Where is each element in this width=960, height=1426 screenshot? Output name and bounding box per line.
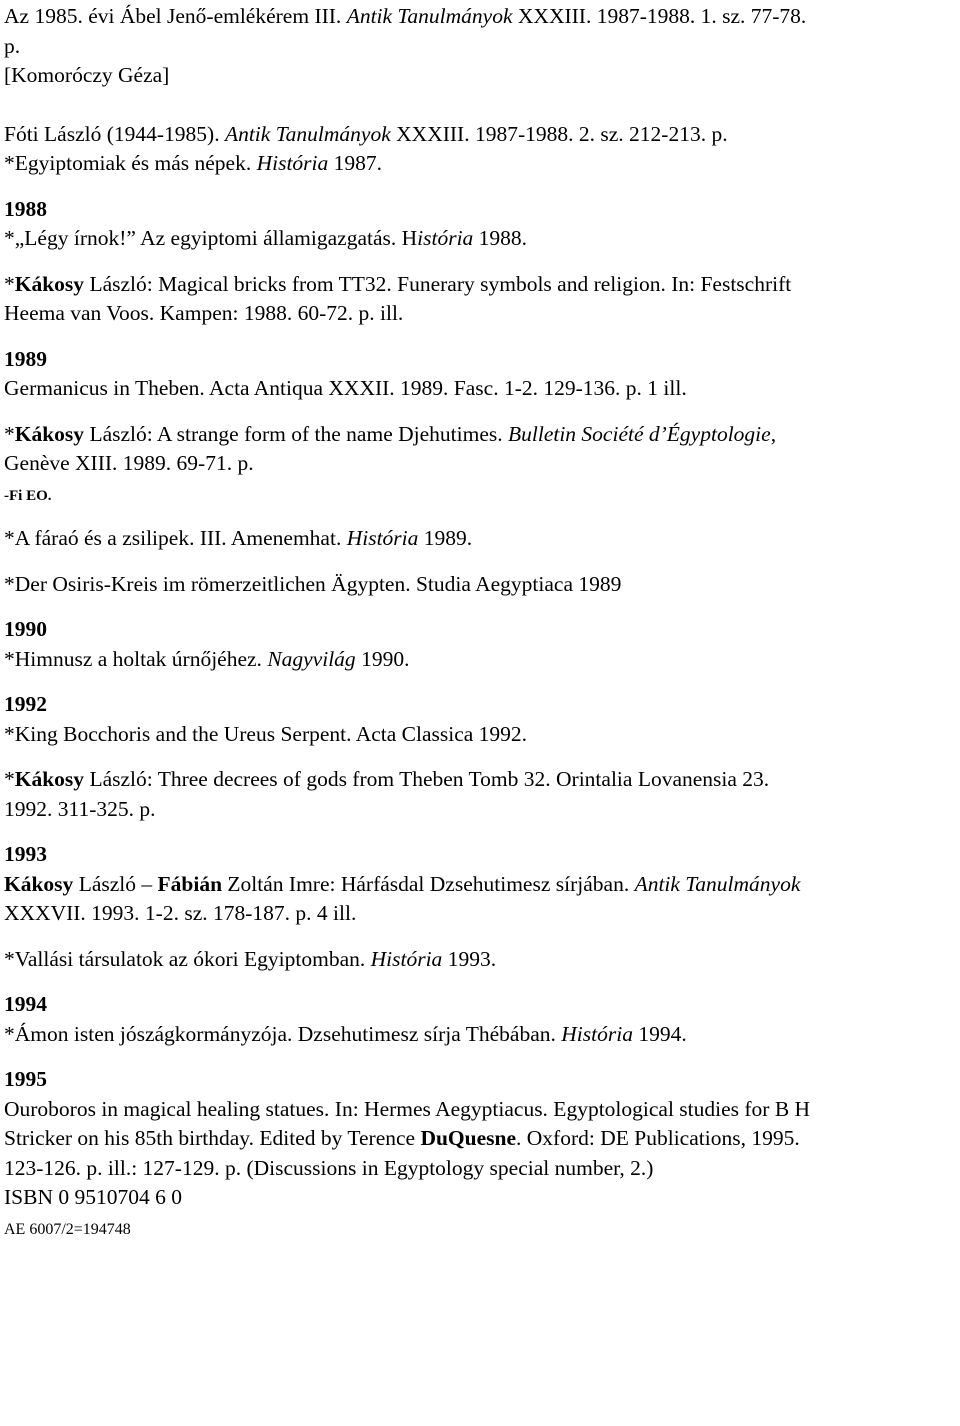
author-name: Fábián <box>157 871 223 896</box>
entry-text: *Ámon isten jószágkormányzója. Dzsehutimesz sírja Thébában. <box>4 1021 562 1046</box>
entry-text: Genève XIII. 1989. 69-71. p. <box>4 451 254 475</box>
spacer <box>4 508 956 524</box>
year-heading: 1993 <box>4 842 47 866</box>
bib-entry <box>4 270 956 329</box>
entry-text: László: Magical bricks from TT32. Funerary symbols and religion. In: Festschrift <box>84 271 792 296</box>
spacer <box>4 91 956 120</box>
journal-title: istória <box>417 226 474 250</box>
year-heading: 1988 <box>4 196 47 221</box>
entry-text: *Der Osiris-Kreis im römerzeitlichen Ägypten. Studia Aegyptiaca 1989 <box>4 571 622 596</box>
entry-text: *King Bocchoris and the Ureus Serpent. Acta Classica 1992. <box>4 721 528 746</box>
editor-name: DuQuesne <box>420 1126 517 1150</box>
entry-text: *Himnusz a holtak úrnőjéhez. <box>4 646 268 671</box>
bib-entry <box>4 1095 956 1243</box>
spacer <box>4 674 956 690</box>
spacer <box>4 254 956 270</box>
journal-title: Nagyvilág <box>267 646 356 671</box>
annotation-note: -Fi EO. <box>4 487 52 504</box>
journal-title: Bulletin Société d’Égyptologie <box>507 421 771 446</box>
spacer <box>4 599 956 615</box>
author-name: Kákosy <box>14 767 85 791</box>
bib-entry <box>4 570 956 600</box>
year-heading: 1995 <box>4 1067 47 1091</box>
bib-entry <box>4 1020 956 1050</box>
entry-text: 123-126. p. ill.: 127-129. p. (Discussions in Egyptology special number, 2.) <box>4 1155 654 1180</box>
isbn-text: ISBN 0 9510704 6 0 <box>4 1185 182 1209</box>
bib-entry <box>4 420 956 509</box>
entry-text: 1992. 311-325. p. <box>4 796 156 821</box>
entry-text: XXXIII. 1987-1988. 1. sz. 77-78. <box>512 4 807 28</box>
entry-text: László: A strange form of the name Djehutimes. <box>84 421 508 446</box>
year-heading: 1992 <box>4 692 47 716</box>
bib-entry <box>4 2 956 91</box>
entry-text: Ouroboros in magical healing statues. In: Hermes Aegyptiacus. Egyptological studies for B H <box>4 1096 811 1121</box>
entry-text: , <box>770 421 777 446</box>
bib-entry <box>4 524 956 554</box>
journal-title: História <box>256 151 329 175</box>
journal-title: Antik Tanulmányok <box>634 871 801 896</box>
entry-text: 1990. <box>355 646 410 671</box>
entry-text: *Vallási társulatok az ókori Egyiptomban. <box>4 946 371 971</box>
entry-text: 1988. <box>473 226 528 250</box>
entry-text: László – <box>73 871 158 896</box>
spacer <box>4 179 956 195</box>
author-name: Kákosy <box>4 871 74 896</box>
year-heading: 1990 <box>4 617 47 641</box>
spacer <box>4 824 956 840</box>
reviewer-name: [Komoróczy Géza] <box>4 63 170 87</box>
entry-text: Fóti László (1944-1985). <box>4 121 225 146</box>
entry-text: *Egyiptomiak és más népek. <box>4 151 257 175</box>
bib-entry <box>4 870 956 929</box>
author-name: Kákosy <box>14 271 85 296</box>
spacer <box>4 929 956 945</box>
bib-entry <box>4 224 956 254</box>
spacer <box>4 749 956 765</box>
journal-title: História <box>370 946 443 971</box>
spacer <box>4 404 956 420</box>
entry-text: *„Légy írnok!” Az egyiptomi államigazgatás. H <box>4 226 418 250</box>
bib-entry <box>4 374 956 404</box>
journal-title: Antik Tanulmányok <box>346 4 513 28</box>
entry-text: . Oxford: DE Publications, 1995. <box>516 1126 800 1150</box>
entry-text: 1987. <box>328 151 383 175</box>
spacer <box>4 554 956 570</box>
entry-text: p. <box>4 33 21 58</box>
journal-title: Antik Tanulmányok <box>224 121 391 146</box>
entry-text: László: Three decrees of gods from Theben Tomb 32. Orintalia Lovanensia 23. <box>84 767 770 791</box>
catalog-number: AE 6007/2=194748 <box>4 1220 131 1238</box>
entry-text: Zoltán Imre: Hárfásdal Dzsehutimesz sírjában. <box>222 871 635 896</box>
year-heading: 1989 <box>4 346 47 371</box>
entry-text: Stricker on his 85th birthday. Edited by Terence <box>4 1126 421 1150</box>
spacer <box>4 329 956 345</box>
entry-text: XXXVII. 1993. 1-2. sz. 178-187. p. 4 ill. <box>4 901 357 925</box>
entry-text: Heema van Voos. Kampen: 1988. 60-72. p. ill. <box>4 301 404 325</box>
entry-text: *A fáraó és a zsilipek. III. Amenemhat. <box>4 526 347 550</box>
entry-text: XXXIII. 1987-1988. 2. sz. 212-213. p. <box>390 121 728 146</box>
year-heading: 1994 <box>4 992 47 1016</box>
spacer <box>4 974 956 990</box>
entry-text: * <box>4 421 15 446</box>
bib-entry <box>4 765 956 824</box>
bib-entry <box>4 720 956 750</box>
entry-text: 1993. <box>442 946 497 971</box>
bib-entry <box>4 645 956 675</box>
journal-title: História <box>561 1021 633 1046</box>
entry-text: 1989. <box>418 526 473 550</box>
bib-entry <box>4 945 956 975</box>
spacer <box>4 1049 956 1065</box>
entry-text: * <box>4 271 15 296</box>
entry-text: * <box>4 767 15 791</box>
entry-text: Germanicus in Theben. Acta Antiqua XXXII. 1989. Fasc. 1-2. 129-136. p. 1 ill. <box>4 376 687 400</box>
author-name: Kákosy <box>14 421 85 446</box>
entry-text: 1994. <box>632 1021 687 1046</box>
journal-title: História <box>346 526 419 550</box>
bib-entry <box>4 120 956 150</box>
bib-entry <box>4 149 956 179</box>
entry-text: Az 1985. évi Ábel Jenő-emlékérem III. <box>4 4 347 28</box>
